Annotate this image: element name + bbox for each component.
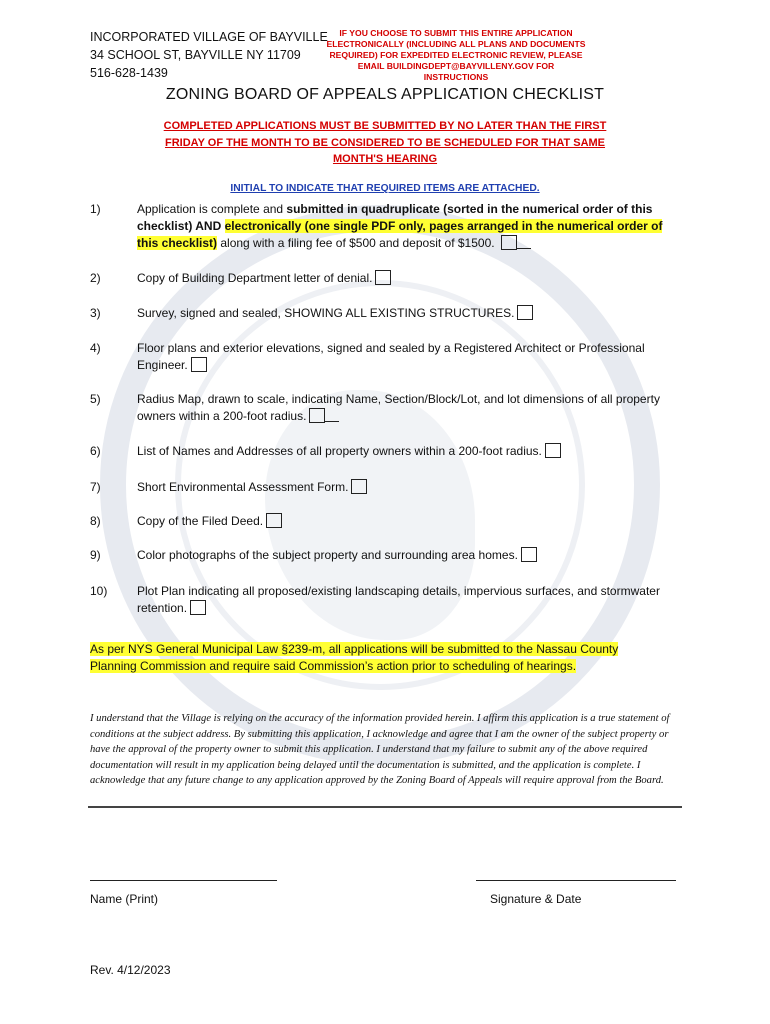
item-text bbox=[137, 201, 682, 252]
item-text-highlight: electronically (one single PDF only, pages arranged in the numerical order of this checklist) bbox=[137, 219, 663, 250]
item-text: Plot Plan indicating all proposed/existing landscaping details, impervious surfaces, and stormwater retention. bbox=[137, 584, 660, 615]
item-text-bold: submitted in quadruplicate (sorted in the numerical order of this checklist) AND bbox=[137, 202, 653, 233]
initial-checkbox[interactable] bbox=[190, 600, 206, 615]
item-text: Copy of Building Department letter of denial. bbox=[137, 271, 373, 285]
item-number: 1) bbox=[90, 202, 101, 216]
item-text: Short Environmental Assessment Form. bbox=[137, 480, 349, 494]
initial-checkbox[interactable] bbox=[266, 513, 282, 528]
initial-checkbox[interactable] bbox=[351, 479, 367, 494]
item-number: 8) bbox=[90, 514, 101, 528]
initial-checkbox[interactable] bbox=[517, 305, 533, 320]
nassau-county-notice-text: As per NYS General Municipal Law §239-m, all applications will be submitted to the Nassau County Planning Commission and require said Commission’s action prior to scheduling of hearings. bbox=[90, 642, 619, 673]
item-number: 4) bbox=[90, 341, 101, 355]
village-address-block bbox=[90, 28, 328, 82]
item-number: 10) bbox=[90, 584, 108, 598]
page-title: ZONING BOARD OF APPEALS APPLICATION CHECKLIST bbox=[165, 86, 605, 103]
deadline-notice: COMPLETED APPLICATIONS MUST BE SUBMITTED BY NO LATER THAN THE FIRST FRIDAY OF THE MONTH TO BE CONSIDERED TO BE SCHEDULED FOR THAT SAME MONTH'S HEARING bbox=[163, 120, 607, 165]
revision-date: Rev. 4/12/2023 bbox=[90, 963, 171, 977]
initial-checkbox[interactable] bbox=[375, 270, 391, 285]
item-text-fee: along with a filing fee of $500 and deposit of $1500. bbox=[217, 236, 498, 250]
item-text-part: Application is complete and bbox=[137, 202, 287, 216]
initial-checkbox[interactable] bbox=[501, 235, 517, 250]
initial-line bbox=[517, 248, 531, 249]
item-number: 5) bbox=[90, 392, 101, 406]
affirmation-statement: I understand that the Village is relying on the accuracy of the information provided herein. I affirm this application is a true statement of conditions at the subject address. By submitting this application, I acknowledge and agree that I am the owner of the subject property or have the approval of the property owner to submit this application. I understand that my failure to submit any of the above required documentation will result in my application being delayed until the documentation is submitted, and the application is complete. I acknowledge that any future change to any application approved by the Zoning Board of Appeals will require approval from the Board. bbox=[90, 713, 670, 787]
nassau-county-notice bbox=[90, 641, 650, 675]
initial-checkbox[interactable] bbox=[191, 357, 207, 372]
initial-instruction: INITIAL TO INDICATE THAT REQUIRED ITEMS ARE ATTACHED. bbox=[230, 183, 540, 194]
name-print-line[interactable] bbox=[90, 880, 277, 881]
item-number: 7) bbox=[90, 480, 101, 494]
item-number: 9) bbox=[90, 548, 101, 562]
initial-checkbox[interactable] bbox=[521, 547, 537, 562]
electronic-submission-notice: IF YOU CHOOSE TO SUBMIT THIS ENTIRE APPLICATION ELECTRONICALLY (INCLUDING ALL PLANS AND DOCUMENTS REQUIRED) FOR EXPEDITED ELECTRONIC REVIEW, PLEASE EMAIL BUILDINGDEPT@BAYVILLENY.GOV FOR INSTRUCTIONS bbox=[326, 28, 586, 82]
item-text: Radius Map, drawn to scale, indicating Name, Section/Block/Lot, and lot dimensions of all property owners within a 200-foot radius. bbox=[137, 392, 660, 423]
signature-date-label: Signature & Date bbox=[490, 892, 582, 906]
item-text: Copy of the Filed Deed. bbox=[137, 514, 264, 528]
divider bbox=[88, 806, 682, 808]
village-phone: 516-628-1439 bbox=[90, 66, 168, 80]
initial-checkbox[interactable] bbox=[309, 408, 325, 423]
name-print-label: Name (Print) bbox=[90, 892, 159, 906]
village-name: INCORPORATED VILLAGE OF BAYVILLE bbox=[90, 30, 328, 44]
item-number: 6) bbox=[90, 444, 101, 458]
signature-date-line[interactable] bbox=[476, 880, 676, 881]
initial-checkbox[interactable] bbox=[545, 443, 561, 458]
initial-line bbox=[325, 421, 339, 422]
village-street: 34 SCHOOL ST, BAYVILLE NY 11709 bbox=[90, 48, 301, 62]
item-text: Color photographs of the subject property and surrounding area homes. bbox=[137, 548, 518, 562]
item-text: Survey, signed and sealed, SHOWING ALL EXISTING STRUCTURES. bbox=[137, 306, 515, 320]
item-number: 3) bbox=[90, 306, 101, 320]
item-text: Floor plans and exterior elevations, signed and sealed by a Registered Architect or Professional Engineer. bbox=[137, 341, 645, 372]
item-number: 2) bbox=[90, 271, 101, 285]
item-text: List of Names and Addresses of all property owners within a 200-foot radius. bbox=[137, 444, 542, 458]
